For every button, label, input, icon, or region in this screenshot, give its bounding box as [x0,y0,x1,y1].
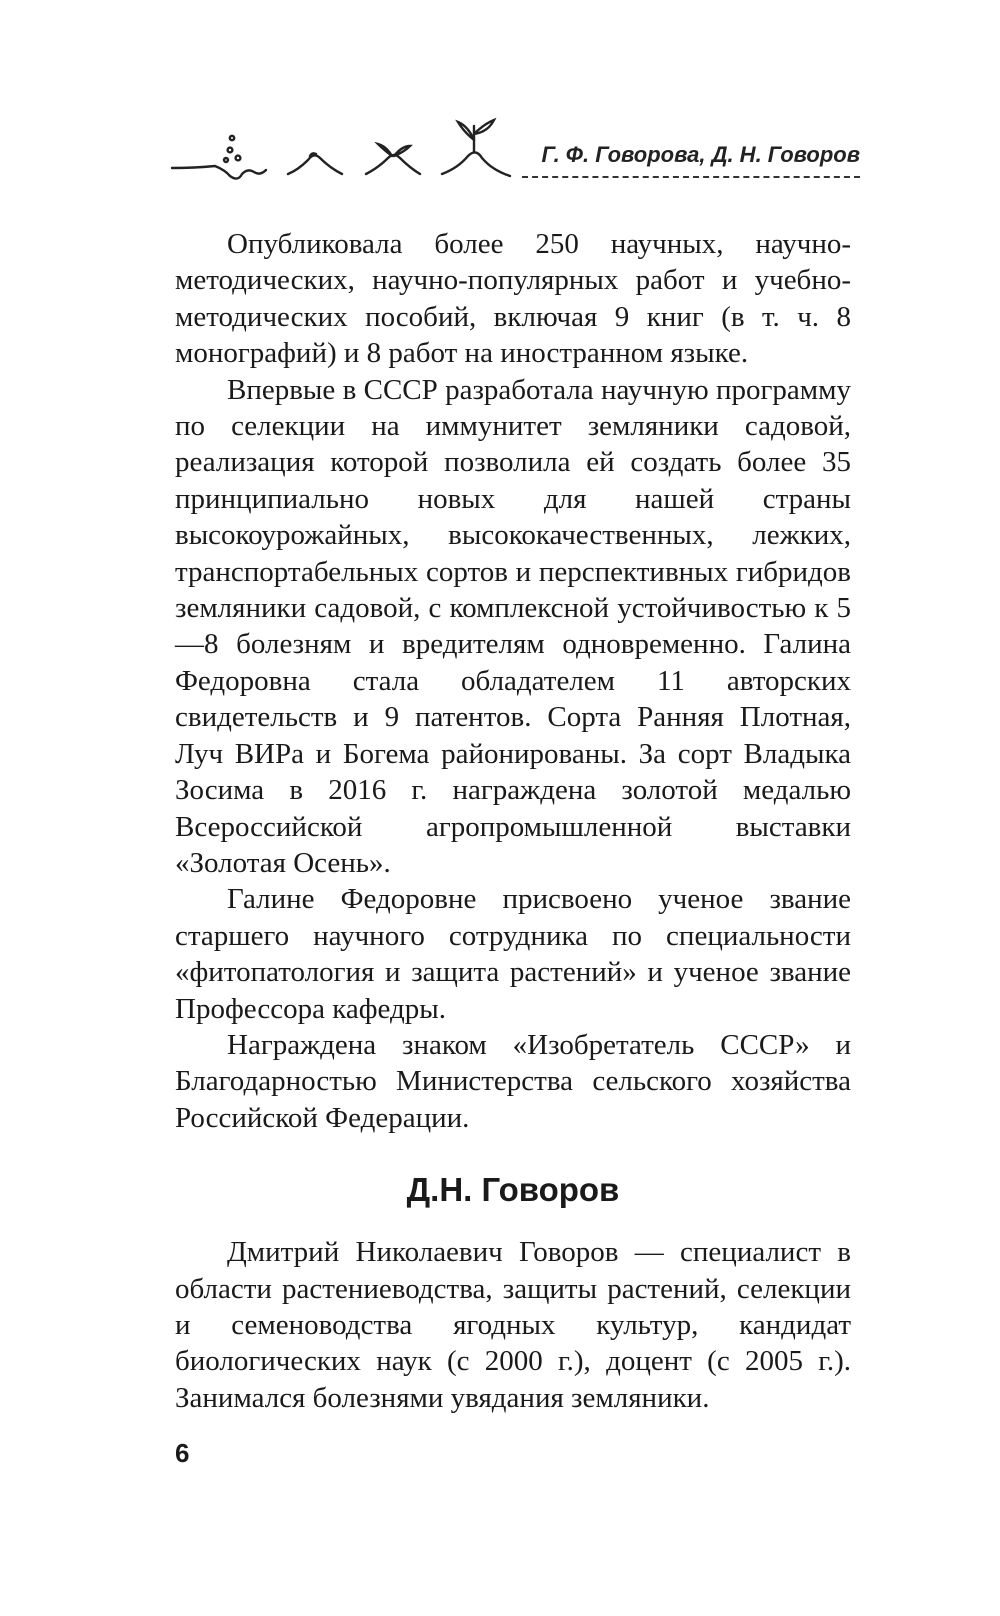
page-body [175,226,851,1416]
paragraph: Впервые в СССР разработала научную программу по селекции на иммунитет земляники садовой, реализация которой позволила ей создать более 35 принципиально новых для нашей страны высокоурожайных, высококачественных, лежких, транспортабельных сортов и перспективных гибридов земляники садовой, с комплексной устойчивостью к 5—8 болезням и вредителям одновременно. Галина Федоровна стала обладателем 11 авторских свидетельств и 9 патентов. Сорта Ранняя Плотная, Луч ВИРа и Богема районированы. За сорт Владыка Зосима в 2016 г. награждена золотой медалью Всероссийской агропромышленной выставки «Золотая Осень». [175,373,851,879]
paragraph: Галине Федоровне присвоено ученое звание старшего научного сотрудника по специальности «фитопатология и защита растений» и ученое звание Профессора кафедры. [175,883,851,1025]
seed-sprout-growth-icon [170,112,520,192]
section-heading: Д.Н. Говоров [406,1171,620,1209]
header-divider [522,176,860,178]
page-number: 6 [175,1438,190,1468]
paragraph: Опубликовала более 250 научных, научно-методических, научно-популярных работ и учебно-методических пособий, включая 9 книг (в т. ч. 8 монографий) и 8 работ на иностранном языке. [175,228,851,370]
paragraph: Награждена знаком «Изобретатель СССР» и Благодарностью Министерства сельского хозяйства Российской Федерации. [175,1028,851,1134]
running-head: Г. Ф. Говорова, Д. Н. Говоров [541,142,860,167]
paragraph: Дмитрий Николаевич Говоров — специалист в области растениеводства, защиты растений, селекции и семеноводства ягодных культур, кандидат биологических наук (с 2000 г.), доцент (с 2005 г.). Занимался болезнями увядания земляники. [175,1236,851,1414]
page-header [170,112,860,192]
